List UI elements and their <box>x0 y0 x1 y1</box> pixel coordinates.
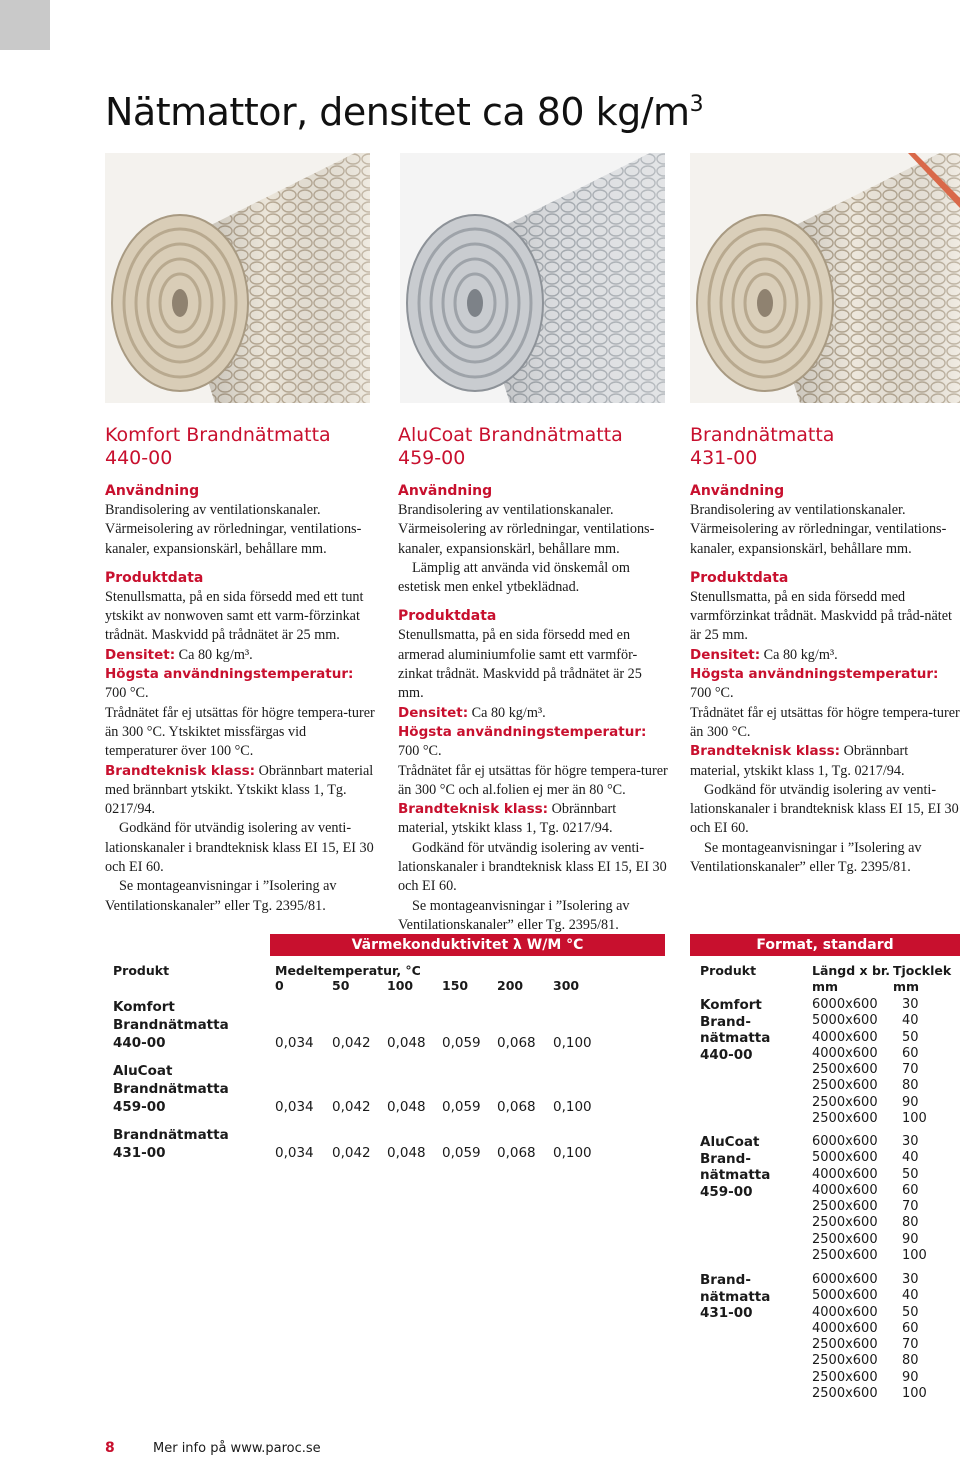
temp-150: 150 <box>442 978 469 993</box>
temp-0: 0 <box>275 978 284 993</box>
product-column-komfort <box>105 424 375 916</box>
section-heading-produktdata: Produktdata <box>105 569 204 586</box>
product-column-alucoat <box>398 424 668 935</box>
temperature-note: Trådnätet får ej utsättas för högre tempera-turer än 300 °C och al.folien ej mer än 80 °C. <box>398 762 668 798</box>
density-line: Densitet: Ca 80 kg/m³. <box>398 704 546 721</box>
page-number: 8 <box>105 1440 115 1456</box>
product-data-text: Stenullsmatta, på en sida försedd med en armerad aluminiumfolie samt ett varmför-zinkat trådnät. Maskvidd på trådnätet är 25 mm. <box>398 627 642 702</box>
conductivity-row-brand-name: Brandnätmatta 431-00 <box>113 1127 229 1161</box>
conductivity-row-alucoat-name: AluCoat Brandnätmatta 459-00 <box>113 1063 229 1115</box>
installation-text: Se montageanvisningar i ”Isolering av Ventilationskanaler” eller Tg. 2395/81. <box>398 897 630 933</box>
usage-text: Brandisolering av ventilationskanaler. Värmeisolering av rörledningar, ventilations-kanaler, expansionskärl, behållare mm. <box>398 502 655 557</box>
fire-class-line: Brandteknisk klass: Obrännbart material med brännbart ytskikt. Ytskikt klass 1, Tg. 0217/94. <box>105 762 374 818</box>
value-cell: 0,059 <box>442 1145 481 1161</box>
product-title: AluCoat Brandnätmatta 459-00 <box>398 424 623 469</box>
product-data-text: Stenullsmatta, på en sida försedd med ett tunt ytskikt av nonwoven samt ett varm-förzinkat trådnät. Maskvidd på trådnätet är 25 mm. <box>105 588 364 644</box>
temp-200: 200 <box>497 978 524 993</box>
format-group-alucoat-name: AluCoat Brand- nätmatta 459-00 <box>700 1134 771 1200</box>
usage-text: Brandisolering av ventilationskanaler. Värmeisolering av rörledningar, ventilations-kanaler, expansionskärl, behållare mm. <box>690 502 947 557</box>
value-cell: 0,042 <box>332 1145 371 1161</box>
density-line: Densitet: Ca 80 kg/m³. <box>105 646 253 663</box>
value-cell: 0,048 <box>387 1145 426 1161</box>
value-cell: 0,048 <box>387 1035 426 1051</box>
temperature-note: Trådnätet får ej utsättas för högre tempera-turer än 300 °C. Ytskiktet missfärgas vid temperaturer över 100 °C. <box>105 704 375 760</box>
temp-50: 50 <box>332 978 350 993</box>
value-cell: 0,059 <box>442 1035 481 1051</box>
section-heading-anvandning: Användning <box>690 483 785 499</box>
format-col-product: Produkt <box>700 963 757 978</box>
conductivity-header-bar: Värmekonduktivitet λ W/M °C <box>270 934 665 956</box>
temp-300: 300 <box>553 978 580 993</box>
format-group-brand-name: Brand- nätmatta 431-00 <box>700 1272 771 1321</box>
format-group-komfort-name: Komfort Brand- nätmatta 440-00 <box>700 997 771 1063</box>
approval-text: Godkänd för utvändig isolering av venti-lationskanaler i brandteknisk klass EI 15, EI 30 och EI 60. <box>398 839 667 895</box>
corner-tab <box>0 0 50 50</box>
approval-text: Godkänd för utvändig isolering av venti-lationskanaler i brandteknisk klass EI 15, EI 30 och EI 60. <box>105 820 374 876</box>
value-cell: 0,068 <box>497 1145 536 1161</box>
value-cell: 0,034 <box>275 1035 314 1051</box>
installation-text: Se montageanvisningar i ”Isolering av Ventilationskanaler” eller Tg. 2395/81. <box>690 839 922 876</box>
format-col-thickness: Tjocklek mm <box>893 963 952 994</box>
value-cell: 0,042 <box>332 1035 371 1051</box>
product-data-text: Stenullsmatta, på en sida försedd med varmförzinkat trådnät. Maskvidd på tråd-nätet är 25 mm. <box>690 588 952 644</box>
product-photo-brandnatmatta <box>690 153 960 403</box>
section-heading-anvandning: Användning <box>398 483 493 499</box>
value-cell: 0,034 <box>275 1145 314 1161</box>
usage-text: Brandisolering av ventilationskanaler. Värmeisolering av rörledningar, ventilations-kanaler, expansionskärl, behållare mm. <box>105 502 362 557</box>
value-cell: 0,048 <box>387 1099 426 1115</box>
format-col-length: Längd x br. mm <box>812 963 891 994</box>
page-title: Nätmattor, densitet ca 80 $kg/m^3$ <box>105 90 704 134</box>
section-heading-anvandning: Användning <box>105 483 200 499</box>
density-line: Densitet: Ca 80 kg/m³. <box>690 646 838 663</box>
product-photo-alucoat <box>400 153 665 403</box>
usage-text-extra: Lämplig att använda vid önskemål om estetisk men enkel ytbeklädnad. <box>398 559 630 596</box>
conductivity-col-product: Produkt <box>113 963 170 978</box>
section-heading-produktdata: Produktdata <box>398 608 497 625</box>
value-cell: 0,068 <box>497 1099 536 1115</box>
temperature-note: Trådnätet får ej utsättas för högre tempera-turer än 300 °C. <box>690 704 960 740</box>
format-header-bar: Format, standard <box>690 934 960 956</box>
value-cell: 0,100 <box>553 1145 592 1161</box>
installation-text: Se montageanvisningar i ”Isolering av Ventilationskanaler” eller Tg. 2395/81. <box>105 878 337 914</box>
temperature-line: Högsta användningstemperatur: 700 °C. <box>398 723 647 760</box>
product-title: Komfort Brandnätmatta 440-00 <box>105 424 331 469</box>
value-cell: 0,059 <box>442 1099 481 1115</box>
temperature-line: Högsta användningstemperatur: 700 °C. <box>690 666 939 702</box>
conductivity-col-temp: Medeltemperatur, °C <box>275 963 421 978</box>
conductivity-row-komfort-name: Komfort Brandnätmatta 440-00 <box>113 999 229 1051</box>
value-cell: 0,042 <box>332 1099 371 1115</box>
footer-link-text: Mer info på www.paroc.se <box>153 1441 321 1456</box>
fire-class-line: Brandteknisk klass: Obrännbart material, ytskikt klass 1, Tg. 0217/94. <box>690 743 909 779</box>
product-photo-komfort <box>105 153 370 403</box>
temperature-line: Högsta användningstemperatur: 700 °C. <box>105 666 354 702</box>
fire-class-line: Brandteknisk klass: Obrännbart material, ytskikt klass 1, Tg. 0217/94. <box>398 801 617 837</box>
product-title: Brandnätmatta 431-00 <box>690 424 835 469</box>
value-cell: 0,100 <box>553 1099 592 1115</box>
product-column-brandnatmatta <box>690 424 960 877</box>
value-cell: 0,068 <box>497 1035 536 1051</box>
temp-100: 100 <box>387 978 414 993</box>
value-cell: 0,100 <box>553 1035 592 1051</box>
section-heading-produktdata: Produktdata <box>690 569 789 586</box>
value-cell: 0,034 <box>275 1099 314 1115</box>
approval-text: Godkänd för utvändig isolering av venti-lationskanaler i brandteknisk klass EI 15, EI 30 och EI 60. <box>690 781 959 837</box>
